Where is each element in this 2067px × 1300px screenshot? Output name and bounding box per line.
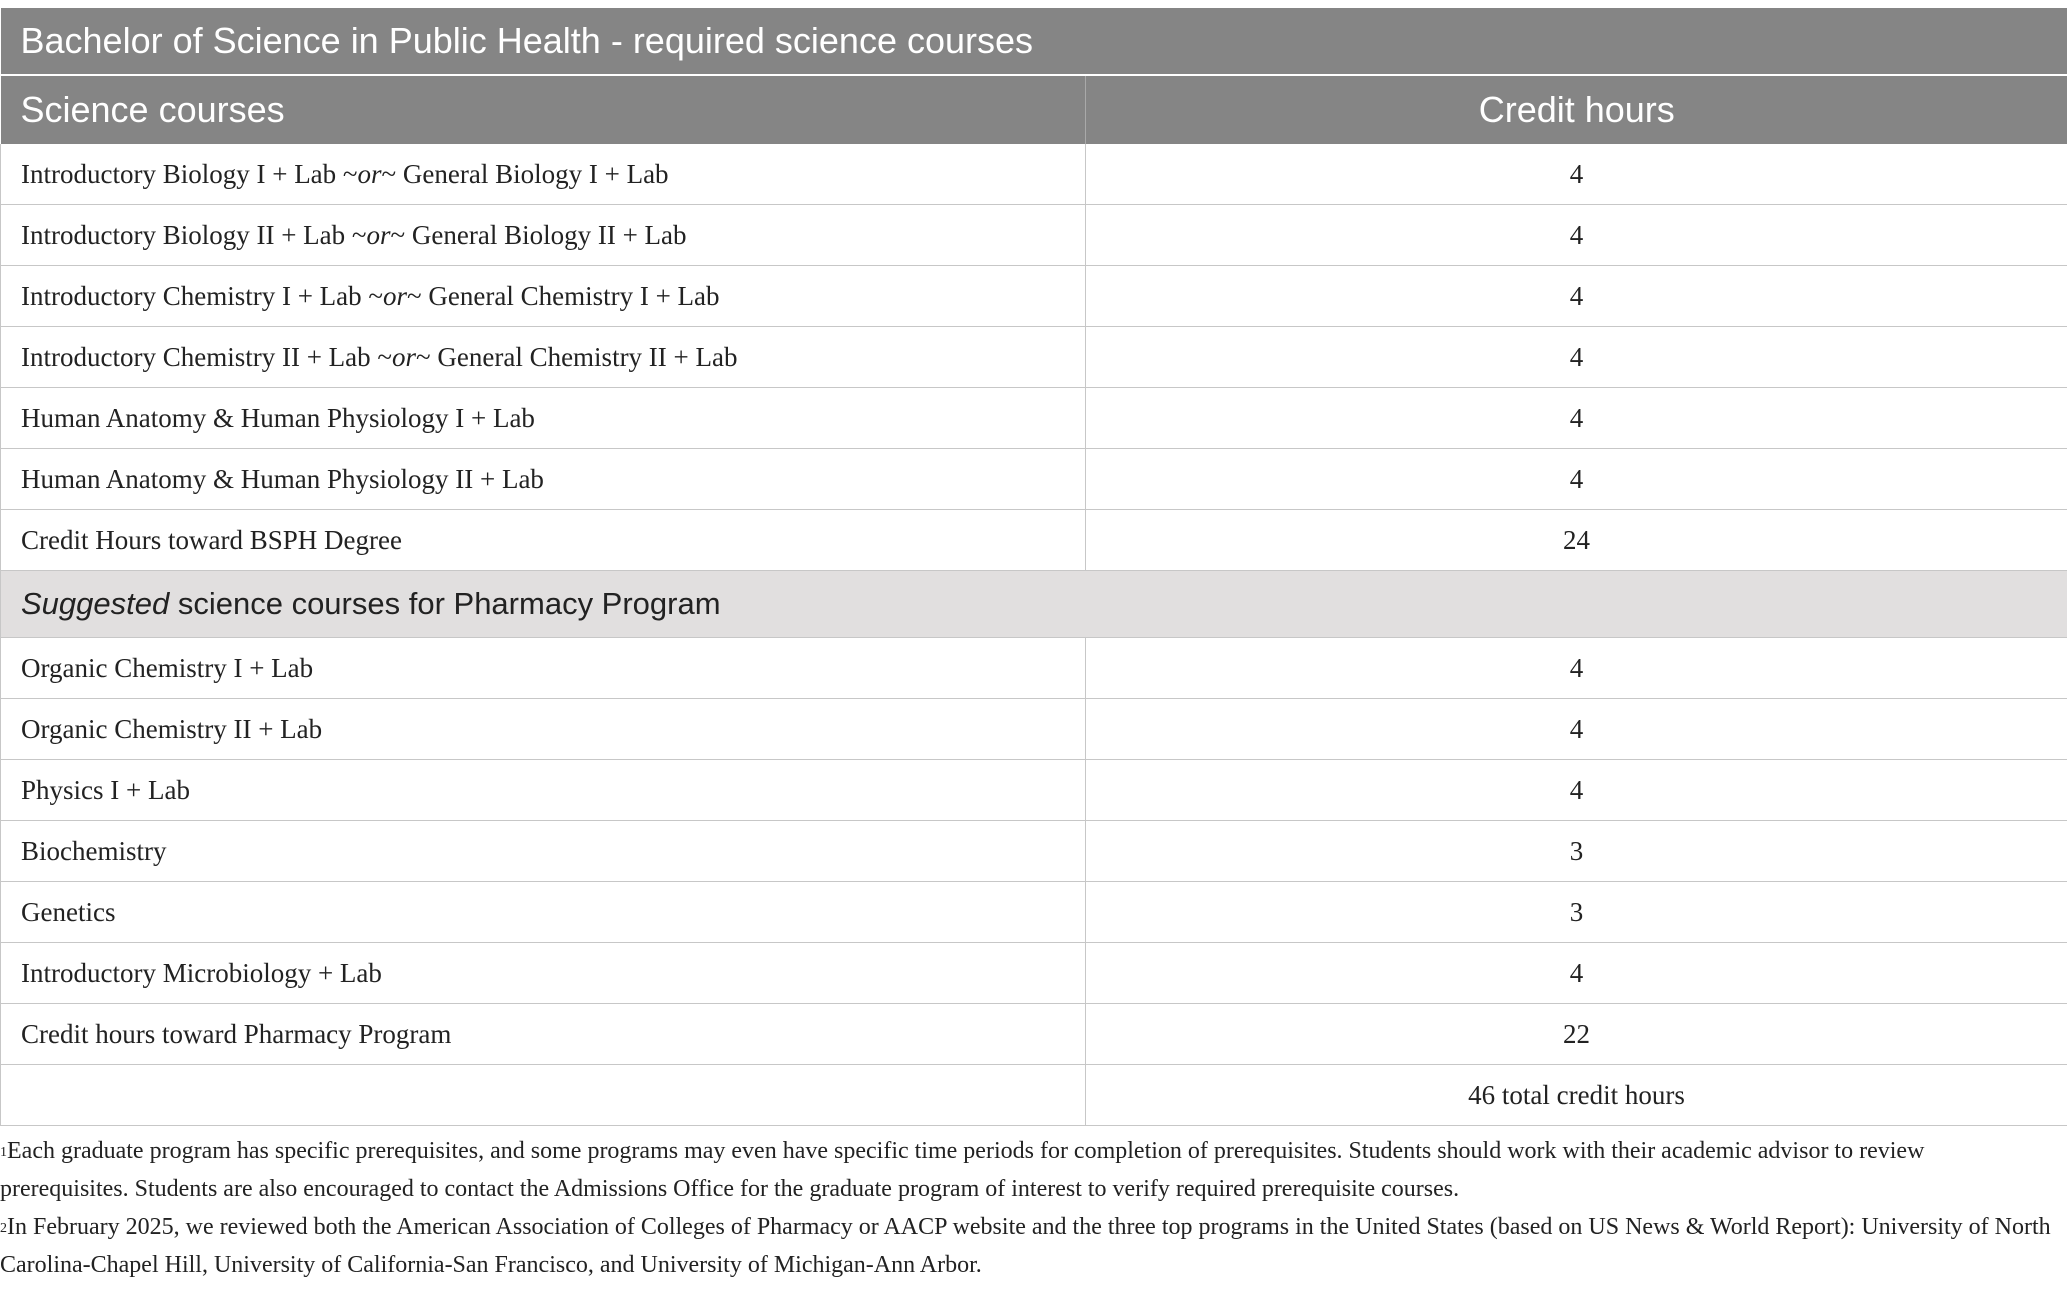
course-name: Introductory Biology II + Lab ~or~ General Biology II + Lab [1, 205, 1086, 266]
course-name: Human Anatomy & Human Physiology II + Lab [1, 449, 1086, 510]
grand-total-hours: 46 total credit hours [1086, 1065, 2067, 1126]
course-name: Organic Chemistry I + Lab [1, 638, 1086, 699]
course-hours: 4 [1086, 449, 2067, 510]
total-hours: 22 [1086, 1004, 2067, 1065]
total-hours: 24 [1086, 510, 2067, 571]
table-title-row [1, 8, 2067, 75]
course-name: Introductory Biology I + Lab ~or~ General Biology I + Lab [1, 144, 1086, 205]
course-hours: 4 [1086, 943, 2067, 1004]
bsph-total-row [1, 510, 2067, 571]
footnote-marker: 2 [0, 1221, 7, 1236]
course-name: Biochemistry [1, 821, 1086, 882]
course-hours: 4 [1086, 388, 2067, 449]
footnote-2 [0, 1208, 2059, 1284]
footnotes [0, 1126, 2067, 1284]
table-row [1, 882, 2067, 943]
table-row [1, 144, 2067, 205]
course-hours: 4 [1086, 327, 2067, 388]
course-name: Human Anatomy & Human Physiology I + Lab [1, 388, 1086, 449]
table-row [1, 821, 2067, 882]
table-row [1, 943, 2067, 1004]
table-row [1, 699, 2067, 760]
courses-table [0, 8, 2067, 1126]
course-name: Genetics [1, 882, 1086, 943]
course-hours: 4 [1086, 144, 2067, 205]
footnote-text: In February 2025, we reviewed both the American Association of Colleges of Pharmacy or AACP website and the three top programs in the United States (based on US News & World Report): University of North Carolina-Chapel Hill, University of California-San Francisco, and University of Michigan-Ann Arbor. [0, 1214, 2051, 1278]
table-title: Bachelor of Science in Public Health - required science courses [1, 8, 2067, 75]
course-hours: 3 [1086, 821, 2067, 882]
table-row [1, 449, 2067, 510]
footnote-marker: 1 [0, 1145, 7, 1160]
header-credit-hours: Credit hours [1086, 75, 2067, 144]
table-row [1, 266, 2067, 327]
course-hours: 3 [1086, 882, 2067, 943]
table-row [1, 205, 2067, 266]
course-hours: 4 [1086, 760, 2067, 821]
course-name: Introductory Microbiology + Lab [1, 943, 1086, 1004]
suggested-section-header [1, 571, 2067, 638]
total-label: Credit hours toward Pharmacy Program [1, 1004, 1086, 1065]
course-hours: 4 [1086, 638, 2067, 699]
course-hours: 4 [1086, 699, 2067, 760]
header-science-courses: Science courses [1, 75, 1086, 144]
table-row [1, 388, 2067, 449]
course-hours: 4 [1086, 205, 2067, 266]
footnote-1 [0, 1132, 2059, 1208]
course-name: Introductory Chemistry I + Lab ~or~ General Chemistry I + Lab [1, 266, 1086, 327]
table-row [1, 638, 2067, 699]
course-name: Organic Chemistry II + Lab [1, 699, 1086, 760]
total-label: Credit Hours toward BSPH Degree [1, 510, 1086, 571]
course-name: Physics I + Lab [1, 760, 1086, 821]
grand-total-row [1, 1065, 2067, 1126]
table-row [1, 327, 2067, 388]
suggested-section-title: Suggested science courses for Pharmacy Program [1, 571, 2067, 638]
document-page [0, 8, 2067, 1284]
table-row [1, 760, 2067, 821]
course-hours: 4 [1086, 266, 2067, 327]
footnote-text: Each graduate program has specific prerequisites, and some programs may even have specific time periods for completion of prerequisites. Students should work with their academic advisor to review prerequisites. Students are also encouraged to contact the Admissions Office for the graduate program of interest to verify required prerequisite courses. [0, 1138, 1925, 1202]
table-header-row [1, 75, 2067, 144]
pharmacy-total-row [1, 1004, 2067, 1065]
course-name: Introductory Chemistry II + Lab ~or~ General Chemistry II + Lab [1, 327, 1086, 388]
grand-total-label [1, 1065, 1086, 1126]
